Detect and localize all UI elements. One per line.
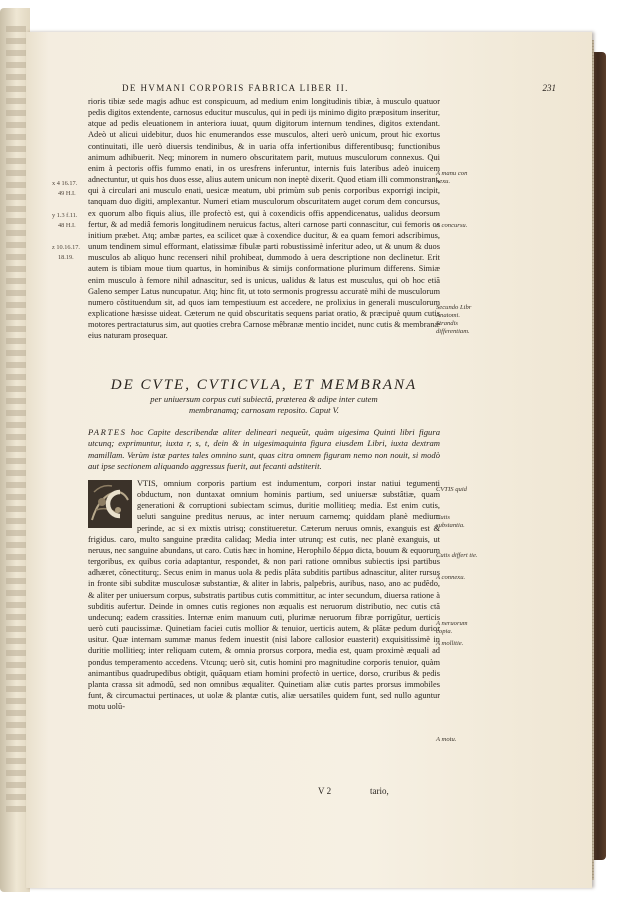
margin-note: Cutis substantia. [436, 514, 465, 529]
margin-note: A neruorum copia. [436, 620, 468, 635]
decorated-initial-c-icon [88, 480, 132, 528]
margin-reference: 49 H.I. [58, 190, 76, 197]
folio-number: 231 [542, 83, 556, 93]
paragraph-cutis: VTIS, omnium corporis partium est indumentum, corpori instar natiui tegumenti obductum, non duntaxat omnium hominis partium, sed uniuersæ substâtiæ, quam generationi & corruptioni subiectam scimus, duritie mollitieq; media. Est enim cutis, ueluti sanguine preditus neruus, ac inter neruum carnemq; quiddam planè medium perinde, ac si ex mixtis utrisq; constitueretur. Cæterum neruus omnis, exanguis est & frigidus. caro, multo sanguine prædita calidaq; Media inter utrunq; est cutis, nec planè exanguis, ut neruus, nec sanguine abundans, ut caro. Cutis hæc in homine, Herophilo δέρμα dicta, bouum & equorum tergoribus, ex quibus coria adaptantur, respondet, & non pari ratione omnibus subiectis ipsi partibus adhæret, cõnectiturq;. Secus enim in manus uola & pedis plãta subditis partibus adnascitur, aliter rursus in fronte sibi subditæ musculosæ substantiæ, & aliter in labris, palpebris, auribus, naso, ano ac pudẽdo, & aliter per uniuersum corpus, substratis partibus cutis committitur, ac inter secundum, diuersa ratione à subditis aufertur. Deinde in omnes cutis regiones non æqualis est neruorum distributio, nec cutis ctã undecunq; eadem crassities. Internæ enim manuum cuti, plurimæ neruorum fibræ porrigũtur, uerticis uerò cuti paucissimæ. Quinetiam faciei cutis mollior & tenuior, uerticis autem, & plãtæ pedum durior usitur. Quæ internam summæ manus fedem inuestit (nisi labore callosior euasterit) exquisitissimè in duritie mollitieq; inter reliquam cutem, & omnia prorsus corpora, media est, quam proximè æquali ad pondus temperamento accedens. Vtcunq; uerò sit, cutis homini pro magnitudine corporis tenuior, quàm animantibus quadrupedibus obtigit, quãquam etiam homini profectò in uertice, dorso, cruribus & pedis planta crassa sit admodũ, sed non omnibus æqualiter. Quinetiam aliæ cutis partes prorsus immobiles funt, & circumactui pertinaces, ut uolæ & plantæ cutis, aliæ uersatiles quidem funt, sed nullo aguntur motu uolũ- [88, 479, 440, 712]
margin-reference: 18.19. [58, 254, 74, 261]
margin-reference: x 4 16.17. [52, 180, 78, 187]
margin-note: A connexu. [436, 574, 466, 581]
chapter-title: DE CVTE, CVTICVLA, ET MEMBRANA [110, 377, 418, 393]
chapter-heading [88, 376, 440, 416]
chapter-subtitle-2: membranamq; carnosam reposito. Caput V. [189, 405, 339, 415]
intro-text: hoc Capite describendæ aliter delineari nequeũt, quàm uigesima Quinti libri figura utcunq; exprimuntur, iuxta r, s, t, dein & in uigesimaquinta figura eiusdem Libri, iuxta dextram mamillam. Verùm istæ partes tales omnino sunt, quas citra omnem figuram nemo non nouit, si modò aut ipse sectionem aliquando aggressus fuerit, aut fecanti adstiterit. [88, 427, 440, 471]
margin-note: A motu. [436, 736, 457, 743]
left-page-text-strip [4, 20, 28, 880]
margin-note: A mollitie. [436, 640, 464, 647]
signature-mark: V 2 [318, 786, 332, 796]
margin-reference: y 1.3 f.11. [52, 212, 78, 219]
margin-note: A concursu. [436, 222, 468, 229]
margin-reference: z 10.16.17. [52, 244, 80, 251]
chapter-subtitle-1: per uniuersum corpus cuti subiectã, præterea & adipe inter cutem [150, 394, 378, 404]
page-header [122, 83, 582, 95]
intro-caps: PARTES [88, 427, 127, 437]
margin-note: Secundo Libr Anatomi. Strandis differentiam. [436, 304, 472, 335]
margin-note: A manu con nexu. [436, 170, 468, 185]
chapter-intro [88, 427, 440, 472]
running-head: DE HVMANI CORPORIS FABRICA LIBER II. [122, 83, 349, 93]
text-block-chapter [88, 478, 440, 788]
paragraph-muscles: rioris tibiæ sede magis adhuc est conspicuum, ad medium enim longitudinis tibiæ, à musculo quatuor pedis digitos extendente, carnosus educitur musculus, qui in pedi ijs minimo digito præpositum inseritur, atque ad pedis eleuationem in anteriora iuuat, quum digitorum internum tendines, digitos extendant. Adeò ut alicui uidebitur, duos hic enumerandos esse musculos, alteri uerò unicum, prout hic exortus continuitati, ille uerò diuersis tendinibus, & in uaria offa infertionibus differentibusq; functionibus animum adhibuerit. Neq; minorem in numero obscuritatem parit, mutuus musculorum connexus. Qui enim à pectoris offis fummo enati, in os uresfrens inferuntur, internis fuis lateribus adeò inuicem adnectuntur, ut quis hos duos esse, alius autem unicum non ineptè dixerit. Quod etiam illi commonstrant, qui à circulari ani musculo enati, uesicæ meatum, ubi primùm sub penis corporibus exporrigi incipit, tanquam duo digiti, amplexantur. Numeri etiam musculorum obscuritatem auget corum dem concursus, ex quorum albo fiquis alius, ille profectò est, qui à coxendicis offis appendicenatus, ualidus deorsum fertur, & ad mediâ femoris longitudinem neruicus factus, alteri carnose parti connascitur, cui femoris os initium præbet. Atq; ambæ partes, ea scilicet quæ à coxendice ducitur, & ea quam femori adscribimus, unum tendinem simul efformant, elatissimæ fibulæ parti robustissimè inferitur adeo, ut & unum & duos musculos ab aliquo hunc recenseri nihil prohibeat, dummodo à uera descriptione non declinetur. Erit autem is tibiam moue tium quartus, in hominibus & simijs conformatione plurimum differens. Simiæ enim musculo à femore nihil adnascitur, sed is unicus, ualidus & latus est musculus, qui ob hoc etiã Galeno semper Latus nuncupatur. Atq; hinc fit, ut toto sermonis progressu accuratè mihi de musculorum numero cõstituendum sit, ad quos iam tempestiuum est accedere, ne prolixius in generali musculorum explicatione hæsisse uideat. Cæterum ne quid obscuritatis sequens pariat oratio, & præcipuè quum cutis motores pertractaturus sim, aut quoties crebra Carnose mêbranæ mentio incidet, nunc cutis & membranæ eius naturam prosequar. [88, 97, 440, 341]
margin-note: CVTIS quid [436, 486, 467, 493]
margin-note: Cutis differt tie. [436, 552, 478, 559]
text-block-top [88, 96, 440, 374]
margin-reference: 48 H.I. [58, 222, 76, 229]
catchword: tario, [370, 786, 389, 796]
